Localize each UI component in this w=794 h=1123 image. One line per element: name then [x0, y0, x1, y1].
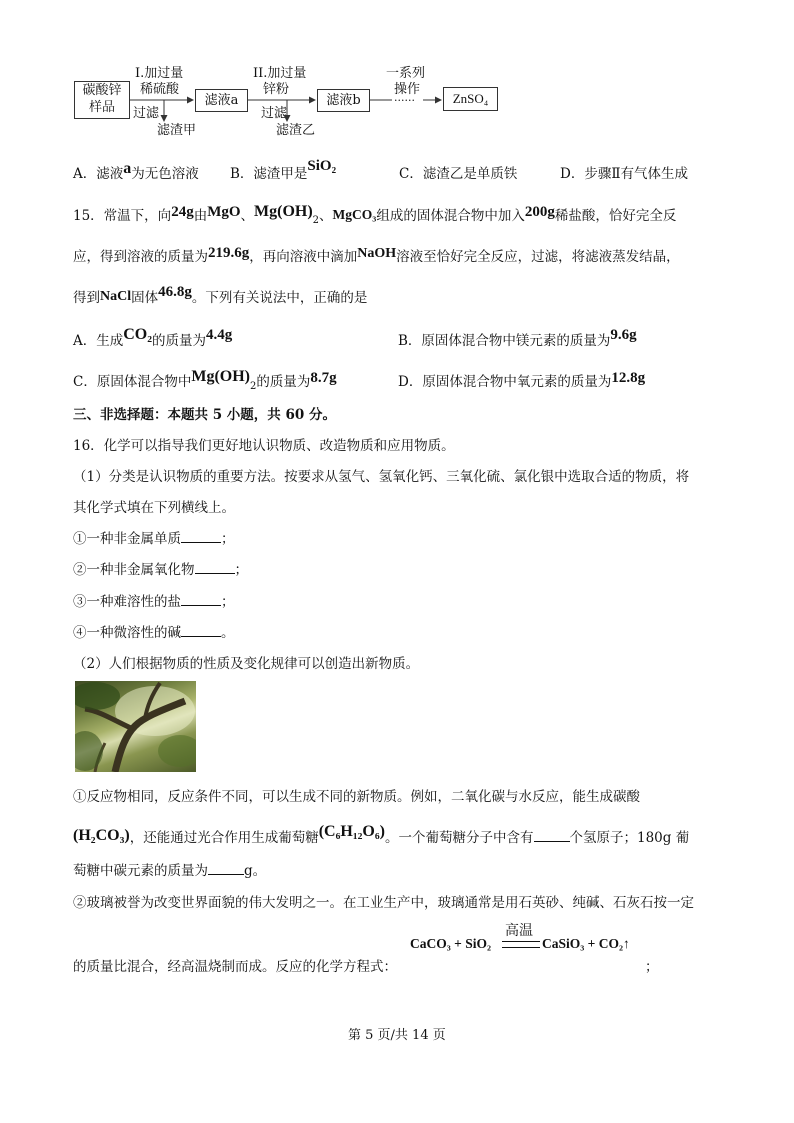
- q15-l1-mgoh-sub: 2: [312, 215, 320, 226]
- q16-sub1-l2a: ，还能通过光合作用生成葡萄糖: [129, 830, 319, 846]
- q15-l3-b: 固体: [131, 290, 159, 306]
- q16-item1-blank[interactable]: [181, 530, 221, 543]
- q15-l2-mass: 219.6g: [208, 245, 250, 261]
- q16-sub1-line2: [73, 823, 690, 847]
- q15-c-mgoh-sub: 2: [250, 381, 257, 392]
- q16-intro: 16．化学可以指导我们更好地认识物质、改造物质和应用物质。: [73, 438, 455, 454]
- q15-l1-mgo: MgO: [207, 204, 241, 220]
- q15-b-value: 9.6g: [610, 327, 637, 343]
- q14-b-formula: SiO₂: [307, 158, 337, 174]
- q16-sub1-l3a: 萄糖中碳元素的质量为: [73, 863, 208, 879]
- page-footer: 第 5 页/共 14 页: [348, 1028, 446, 1043]
- q16-item3-text: ③一种难溶性的盐: [73, 594, 181, 610]
- q16-sub1-line3: [73, 859, 266, 879]
- q15-l2-naoh: NaOH: [357, 246, 397, 261]
- equation-products: CaSiO₃ + CO₂↑: [542, 936, 630, 951]
- flow-residue1: 滤渣甲: [157, 123, 197, 138]
- q15-b-text: B．原固体混合物中镁元素的质量为: [398, 333, 611, 349]
- q14-option-c: C．滤渣乙是单质铁: [399, 166, 518, 182]
- q15-line3: [73, 286, 367, 307]
- flow-box1-line2: 样品: [88, 100, 115, 115]
- flow-step1-line2: 稀硫酸: [140, 82, 180, 97]
- q16-item2-blank[interactable]: [195, 561, 235, 574]
- q15-l3-nacl: NaCl: [100, 289, 132, 304]
- q16-item3: [73, 590, 235, 610]
- q15-l2-a: 应，得到溶液的质量为: [73, 249, 208, 265]
- flow-box4-label: ZnSO₄: [452, 91, 489, 106]
- q15-l1-b: 由: [193, 208, 208, 224]
- q15-l2-c: 溶液至恰好完全反应，过滤，将滤液蒸发结晶，: [396, 249, 680, 265]
- flow-box1-line1: 碳酸锌: [82, 83, 122, 98]
- flow-step2-line2: 锌粉: [263, 82, 290, 97]
- q15-l1-mgoh: Mg(OH): [254, 203, 313, 220]
- q15-l3-mass: 46.8g: [158, 284, 192, 300]
- q15-l1-a: 15．常温下，向: [73, 208, 172, 224]
- q15-l3-a: 得到: [73, 290, 100, 306]
- q14-a-pre: A．滤液: [73, 166, 124, 182]
- q16-sub2-line2: 的质量比混合，经高温烧制而成。反应的化学方程式：: [73, 959, 397, 975]
- q16-item2-end: ；: [234, 562, 248, 578]
- q15-a-value: 4.4g: [206, 327, 233, 343]
- q15-a-co2: CO₂: [123, 326, 153, 343]
- q15-l1-sep1: 、: [240, 208, 255, 224]
- q16-item4: [73, 621, 235, 641]
- q15-l3-c: 。下列有关说法中，正确的是: [191, 290, 368, 306]
- q16-item1: [73, 527, 235, 547]
- flow-arrows: [0, 0, 794, 150]
- flow-step3-line1: 一系列: [386, 66, 426, 81]
- q16-glucose: (C₆H₁₂O₆): [318, 823, 385, 840]
- q14-option-a: [73, 162, 199, 183]
- q15-a-pre: A．生成: [73, 333, 124, 349]
- flow-residue2: 滤渣乙: [276, 123, 316, 138]
- q15-l2-b: ，再向溶液中滴加: [249, 249, 358, 265]
- q16-item1-end: ；: [221, 531, 235, 547]
- q15-option-a: [73, 326, 233, 350]
- equation-condition: 高温: [505, 923, 533, 939]
- q15-l1-mgco3: MgCO₃: [332, 207, 377, 222]
- q16-sub1-l2b: 。一个葡萄糖分子中含有: [385, 830, 534, 846]
- q15-c-mid: 的质量为: [256, 374, 311, 390]
- tree-illustration: [75, 681, 196, 772]
- equation-equals: [502, 941, 540, 948]
- q16-item1-text: ①一种非金属单质: [73, 531, 181, 547]
- q15-option-c: [73, 370, 337, 392]
- q16-item2-text: ②一种非金属氧化物: [73, 562, 195, 578]
- flow-box3-label: 滤液b: [326, 93, 361, 108]
- q16-h2co3: (H₂CO₃): [73, 827, 130, 844]
- equation-semicolon: ；: [645, 959, 659, 975]
- q16-sub1-l2c: 个氢原子；180g 葡: [569, 830, 690, 846]
- q16-part1-line2: 其化学式填在下列横线上。: [73, 500, 235, 516]
- flow-step3-line2: 操作: [394, 82, 421, 97]
- q16-item3-blank[interactable]: [181, 593, 221, 606]
- section-3-heading: 三、非选择题：本题共 5 小题，共 60 分。: [73, 407, 336, 423]
- q15-l1-mass: 24g: [171, 204, 194, 220]
- q15-line1: [73, 204, 676, 226]
- forest-tree-photo: [75, 681, 196, 772]
- flow-step1-line3: 过滤: [133, 106, 160, 121]
- q16-hydrogen-blank[interactable]: [534, 829, 570, 842]
- q15-option-b: [398, 329, 637, 350]
- q15-l1-c: 组成的固体混合物中加入: [376, 208, 525, 224]
- equation-reactants: CaCO₃ + SiO₂: [410, 936, 492, 951]
- flow-step1-line1: I.加过量: [135, 66, 184, 81]
- q15-c-value: 8.7g: [310, 370, 337, 386]
- q15-a-mid: 的质量为: [152, 333, 207, 349]
- q15-l1-acid: 200g: [524, 204, 555, 220]
- q15-l1-sep2: 、: [319, 208, 333, 224]
- flow-step2-line3: 过滤: [261, 106, 288, 121]
- q15-line2: [73, 245, 680, 266]
- q16-sub2-line1: ②玻璃被誉为改变世界面貌的伟大发明之一。在工业生产中，玻璃通常是用石英砂、纯碱、石灰石按一定: [73, 895, 694, 911]
- q16-part2: （2）人们根据物质的性质及变化规律可以创造出新物质。: [73, 656, 420, 672]
- q14-option-b: [230, 158, 337, 183]
- q15-d-text: D．原固体混合物中氧元素的质量为: [398, 374, 612, 390]
- q15-option-d: [398, 370, 645, 391]
- q14-b-pre: B．滤渣甲是: [230, 166, 308, 182]
- q16-item2: [73, 558, 248, 578]
- flow-step2-line1: II.加过量: [253, 66, 307, 81]
- flow-box2-label: 滤液a: [204, 93, 239, 108]
- q16-item4-blank[interactable]: [181, 624, 221, 637]
- q14-option-d: D．步骤Ⅱ有气体生成: [560, 166, 688, 182]
- q16-item4-text: ④一种微溶性的碱: [73, 625, 181, 641]
- q16-sub1-line1: ①反应物相同，反应条件不同，可以生成不同的新物质。例如，二氧化碳与水反应，能生成碳酸: [73, 789, 640, 805]
- q14-a-symbol: a: [123, 160, 132, 177]
- q16-part1-line1: （1）分类是认识物质的重要方法。按要求从氢气、氢氧化钙、三氧化硫、氯化银中选取合适的物质，将: [73, 469, 690, 485]
- q16-item4-end: 。: [221, 625, 235, 641]
- q15-d-value: 12.8g: [611, 370, 646, 386]
- q15-c-pre: C．原固体混合物中: [73, 374, 192, 390]
- q16-sub1-l3b: g。: [244, 863, 267, 879]
- q15-l1-d: 稀盐酸，恰好完全反: [554, 208, 677, 224]
- flow-dots: ······: [394, 94, 415, 107]
- q16-carbon-mass-blank[interactable]: [208, 862, 244, 875]
- q16-item3-end: ；: [221, 594, 235, 610]
- q14-a-post: 为无色溶液: [131, 166, 199, 182]
- q15-c-mgoh: Mg(OH): [191, 368, 250, 385]
